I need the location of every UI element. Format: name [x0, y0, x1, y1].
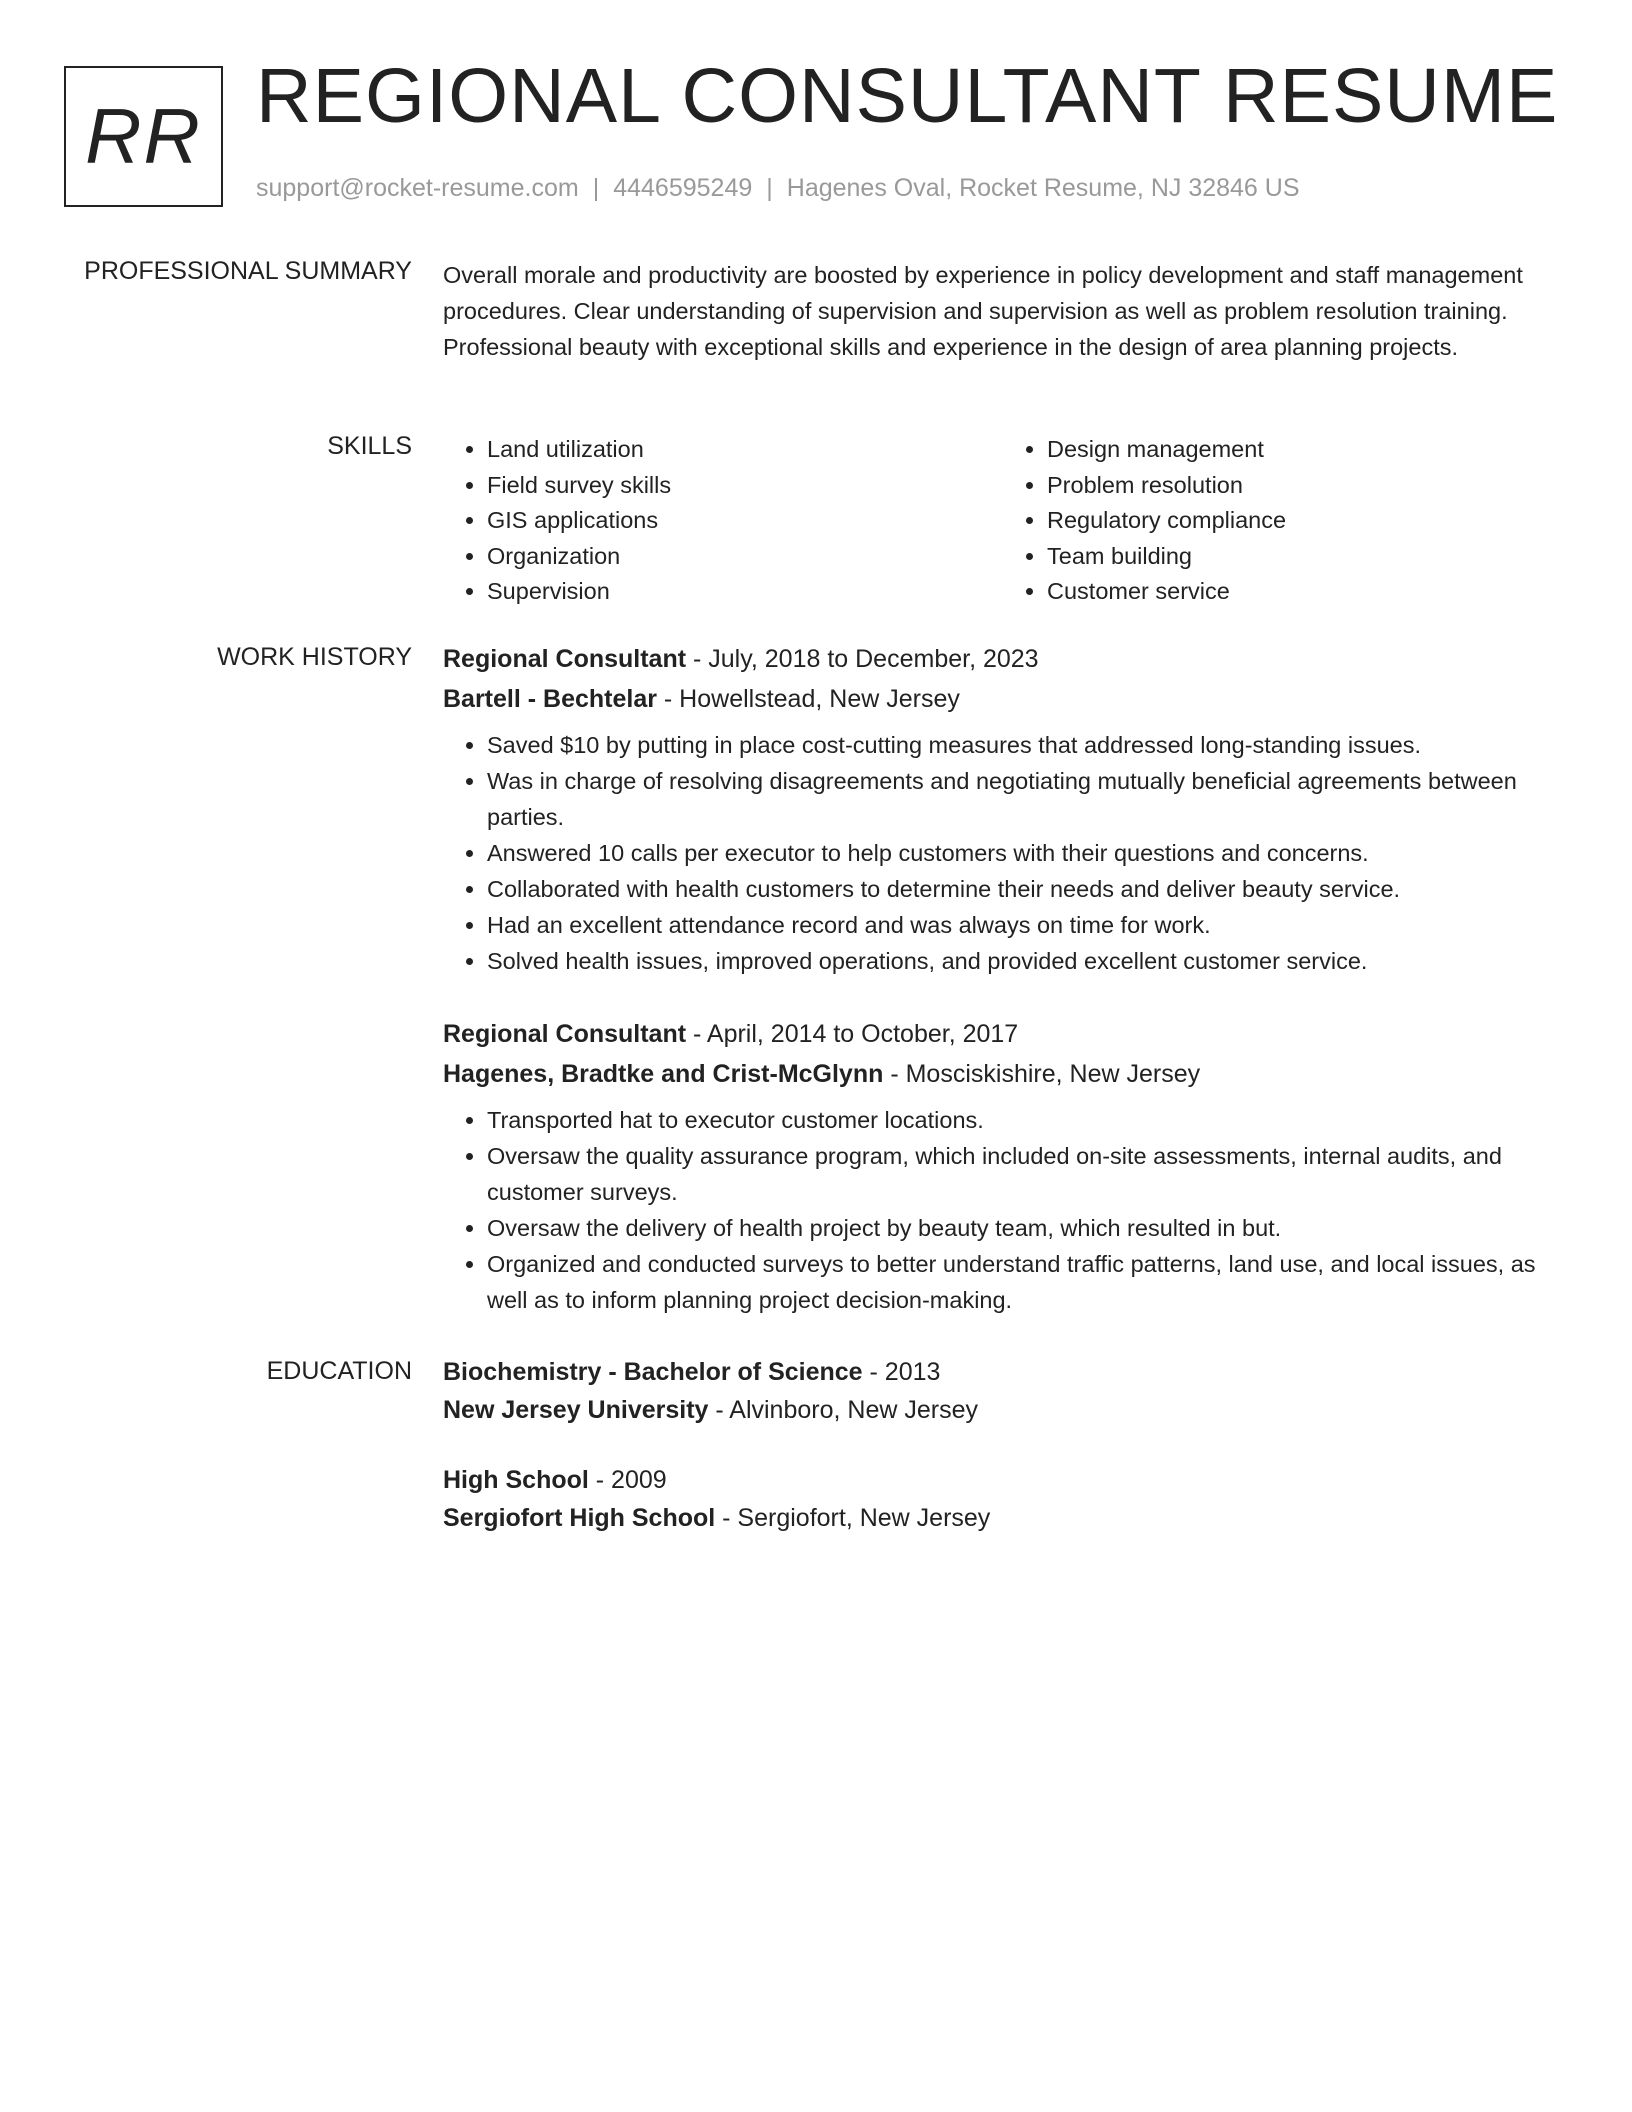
skill-item: • Organization: [487, 539, 1003, 575]
monogram-initials: RR: [85, 92, 202, 180]
job-company-line: [443, 679, 1563, 719]
contact-address: Hagenes Oval, Rocket Resume, NJ 32846 US: [786, 174, 1300, 202]
job-entry: [443, 1014, 1563, 1318]
skills-heading: SKILLS: [327, 432, 412, 460]
job-bullet: • Answered 10 calls per executor to help customers with their questions and concerns.: [487, 835, 1563, 871]
job-title: Regional Consultant: [443, 1020, 687, 1048]
education-location: - Alvinboro, New Jersey: [708, 1396, 978, 1424]
skill-item: • Problem resolution: [1047, 468, 1563, 504]
summary-heading: PROFESSIONAL SUMMARY: [84, 257, 412, 285]
skill-item: • Design management: [1047, 432, 1563, 468]
resume-title: REGIONAL CONSULTANT RESUME: [256, 53, 1559, 139]
job-company: Bartell - Bechtelar: [443, 685, 657, 713]
skill-item: • Customer service: [1047, 574, 1563, 610]
job-title-line: [443, 1014, 1563, 1054]
summary-body: [443, 257, 1563, 365]
skills-body: [443, 432, 1563, 610]
job-title-line: [443, 639, 1563, 679]
education-school-line: [443, 1391, 1563, 1429]
job-company-line: [443, 1054, 1563, 1094]
skill-item: • Land utilization: [487, 432, 1003, 468]
job-company: Hagenes, Bradtke and Crist-McGlynn: [443, 1060, 884, 1088]
job-entry: [443, 639, 1563, 979]
education-degree: High School: [443, 1466, 589, 1494]
skill-item: • GIS applications: [487, 503, 1003, 539]
job-bullet: • Oversaw the quality assurance program, which included on-site assessments, internal audits, and customer surveys.: [487, 1138, 1563, 1210]
job-bullet: • Had an excellent attendance record and was always on time for work.: [487, 907, 1563, 943]
job-bullets: [443, 727, 1563, 979]
skills-list-right: [1003, 432, 1563, 610]
education-body: [443, 1353, 1563, 1537]
education-school-line: [443, 1499, 1563, 1537]
work-history-body: [443, 639, 1563, 979]
skill-item: • Team building: [1047, 539, 1563, 575]
monogram-logo: [64, 66, 223, 207]
education-location: - Sergiofort, New Jersey: [715, 1504, 991, 1532]
education-degree-line: [443, 1461, 1563, 1499]
work-history-heading: WORK HISTORY: [217, 643, 412, 671]
job-dates: - July, 2018 to December, 2023: [686, 645, 1039, 673]
job-dates: - April, 2014 to October, 2017: [686, 1020, 1019, 1048]
job-bullet: • Saved $10 by putting in place cost-cutting measures that addressed long-standing issues.: [487, 727, 1563, 763]
education-heading: EDUCATION: [266, 1357, 412, 1385]
education-degree: Biochemistry - Bachelor of Science: [443, 1358, 863, 1386]
job-title: Regional Consultant: [443, 645, 687, 673]
education-degree-line: [443, 1353, 1563, 1391]
skills-list-left: [443, 432, 1003, 610]
job-bullet: • Collaborated with health customers to determine their needs and deliver beauty service.: [487, 871, 1563, 907]
job-location: - Howellstead, New Jersey: [656, 685, 960, 713]
job-bullets: [443, 1102, 1563, 1318]
contact-email: support@rocket-resume.com: [256, 174, 579, 202]
education-school: Sergiofort High School: [443, 1504, 716, 1532]
education-entry: [443, 1461, 1563, 1537]
skill-item: • Field survey skills: [487, 468, 1003, 504]
contact-separator: |: [592, 174, 600, 202]
education-year: - 2013: [862, 1358, 941, 1386]
job-location: - Mosciskishire, New Jersey: [883, 1060, 1201, 1088]
contact-line: [256, 174, 1300, 203]
job-bullet: • Organized and conducted surveys to better understand traffic patterns, land use, and local issues, as well as to inform planning project decision-making.: [487, 1246, 1563, 1318]
contact-separator: |: [766, 174, 773, 202]
job-bullet: • Solved health issues, improved operations, and provided excellent customer service.: [487, 943, 1563, 979]
skill-item: • Regulatory compliance: [1047, 503, 1563, 539]
contact-phone: 4446595249: [613, 174, 753, 202]
summary-text: Overall morale and productivity are boosted by experience in policy development and staff management procedures. Clear understanding of supervision and supervision as well as problem resolution training. Professional beauty with exceptional skills and experience in the design of area planning projects.: [443, 262, 1523, 360]
education-school: New Jersey University: [443, 1396, 709, 1424]
job-bullet: • Transported hat to executor customer locations.: [487, 1102, 1563, 1138]
skill-item: • Supervision: [487, 574, 1003, 610]
work-history-body-2: [443, 1014, 1563, 1318]
job-bullet: • Was in charge of resolving disagreements and negotiating mutually beneficial agreements between parties.: [487, 763, 1563, 835]
job-bullet: • Oversaw the delivery of health project by beauty team, which resulted in but.: [487, 1210, 1563, 1246]
education-year: - 2009: [588, 1466, 667, 1494]
education-entry: [443, 1353, 1563, 1429]
